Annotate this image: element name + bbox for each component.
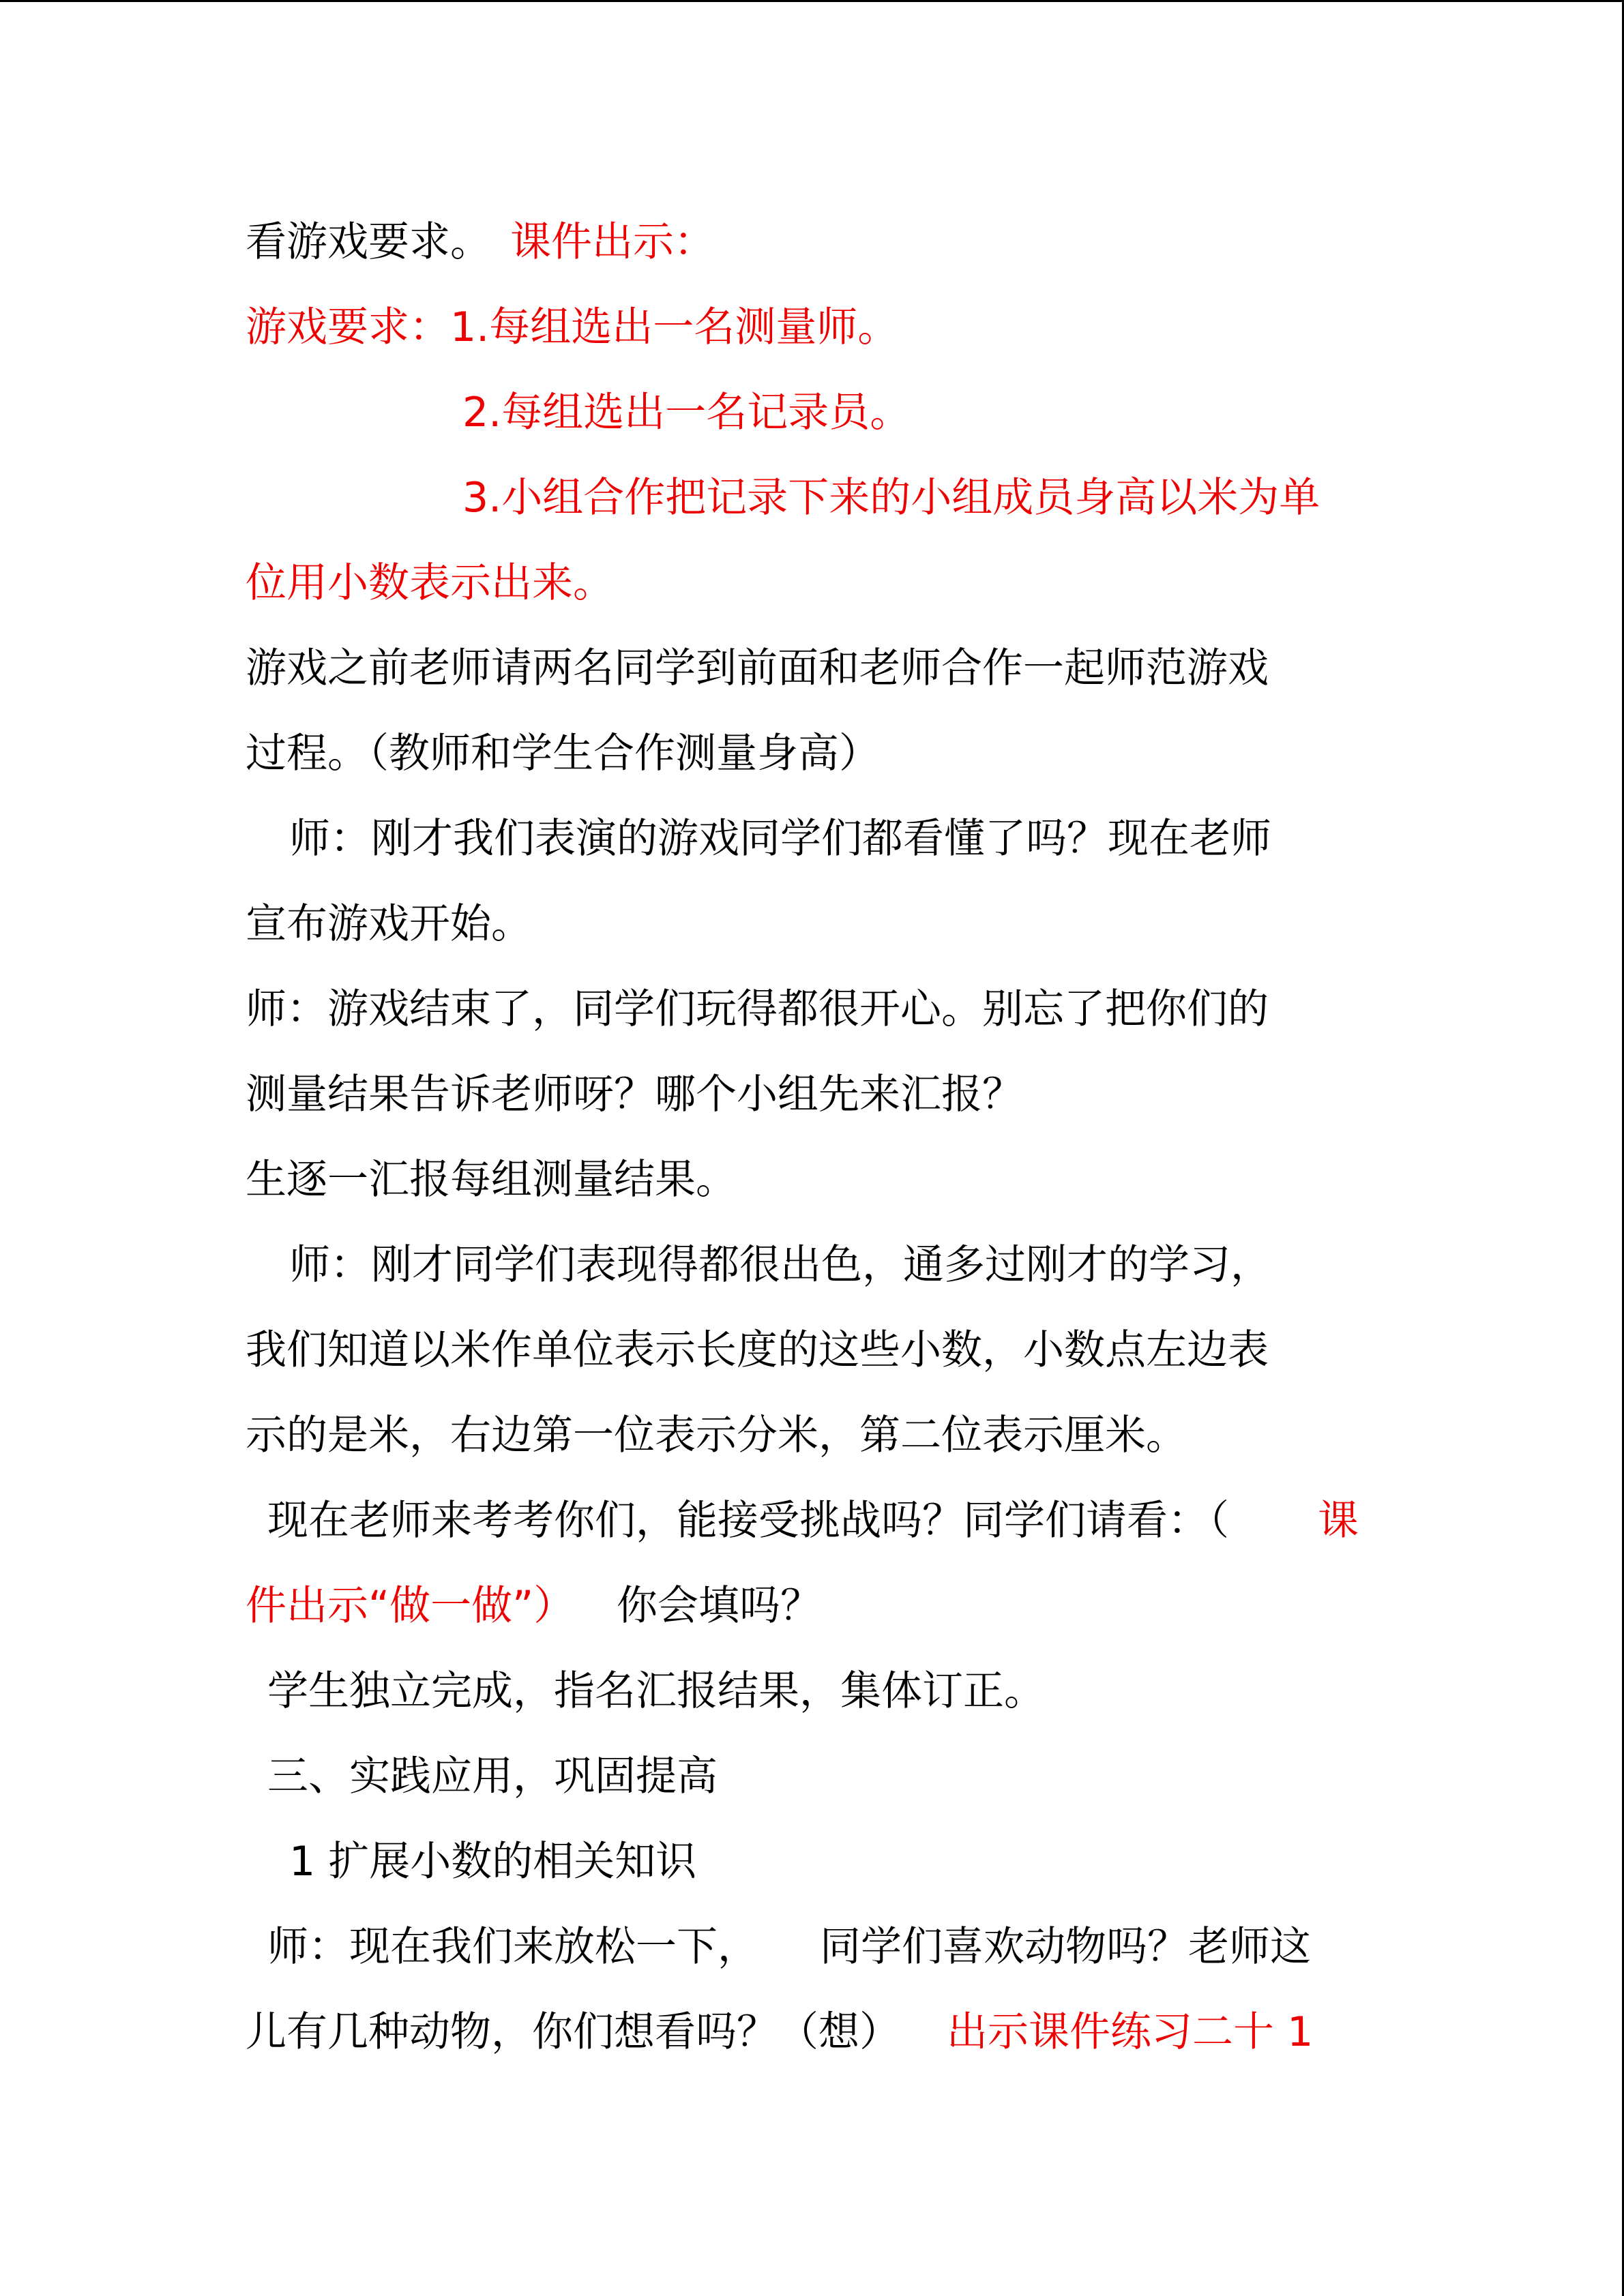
text-line (0, 1137, 1624, 1223)
text-run: 现在老师来考考你们，能接受挑战吗？同学们请看：（ (267, 1497, 1229, 1545)
section-heading: 三、实践应用，巩固提高 (267, 1753, 718, 1800)
text-run: 学生独立完成，指名汇报结果，集体订正。 (267, 1667, 1045, 1715)
text-run-highlight: 2.每组选出一名记录员。 (462, 389, 911, 436)
text-run: 测量结果告诉老师呀？哪个小组先来汇报？ (246, 1071, 1023, 1118)
text-line (0, 285, 1624, 370)
text-run: 儿有几种动物，你们想看吗？（想） (246, 2008, 900, 2056)
text-line (0, 1052, 1624, 1137)
text-run: 过程。（教师和学生合作测量身高） (246, 730, 880, 777)
text-run-highlight: 课件出示： (510, 218, 715, 266)
text-run: 你会填吗？ (617, 1582, 821, 1630)
subsection-heading: 1 扩展小数的相关知识 (289, 1838, 697, 1885)
text-line (0, 200, 1624, 285)
text-run-highlight: 游戏要求：1.每组选出一名测量师。 (246, 303, 899, 351)
text-line (0, 370, 1624, 456)
text-line (0, 796, 1624, 882)
text-run: 宣布游戏开始。 (246, 900, 532, 948)
text-run-highlight: 课 (1318, 1497, 1359, 1545)
text-run: 师：游戏结束了，同学们玩得都很开心。别忘了把你们的 (246, 985, 1269, 1033)
text-run: 示的是米，右边第一位表示分米，第二位表示厘米。 (246, 1412, 1187, 1459)
text-run: 师：现在我们来放松一下， 同学们喜欢动物吗？老师这 (267, 1923, 1311, 1971)
text-line (0, 1393, 1624, 1478)
text-run: 师：刚才同学们表现得都很出色，通多过刚才的学习， (289, 1241, 1271, 1289)
text-run-highlight: 件出示“做一做”） (246, 1582, 575, 1630)
text-run: 师：刚才我们表演的游戏同学们都看懂了吗？现在老师 (289, 815, 1271, 863)
text-run: 生逐一汇报每组测量结果。 (246, 1156, 737, 1204)
text-line (0, 882, 1624, 967)
text-line (0, 711, 1624, 796)
text-line (0, 1819, 1624, 1905)
text-run-highlight: 位用小数表示出来。 (246, 559, 614, 607)
text-line (0, 1223, 1624, 1308)
text-line (0, 456, 1624, 541)
text-line (0, 1649, 1624, 1734)
text-run-highlight: 3.小组合作把记录下来的小组成员身高以米为单 (462, 474, 1320, 522)
text-line (0, 1308, 1624, 1393)
text-run-highlight: 出示课件练习二十 1 (947, 2008, 1314, 2056)
text-line (0, 1564, 1624, 1649)
text-line (0, 1905, 1624, 1990)
text-line (0, 626, 1624, 711)
text-run: 看游戏要求。 (246, 218, 491, 266)
text-run: 游戏之前老师请两名同学到前面和老师合作一起师范游戏 (246, 644, 1269, 692)
text-line (0, 1478, 1624, 1564)
text-line (0, 967, 1624, 1052)
text-run: 我们知道以米作单位表示长度的这些小数，小数点左边表 (246, 1326, 1269, 1374)
text-line (0, 1734, 1624, 1819)
text-line (0, 1990, 1624, 2075)
text-line (0, 541, 1624, 626)
